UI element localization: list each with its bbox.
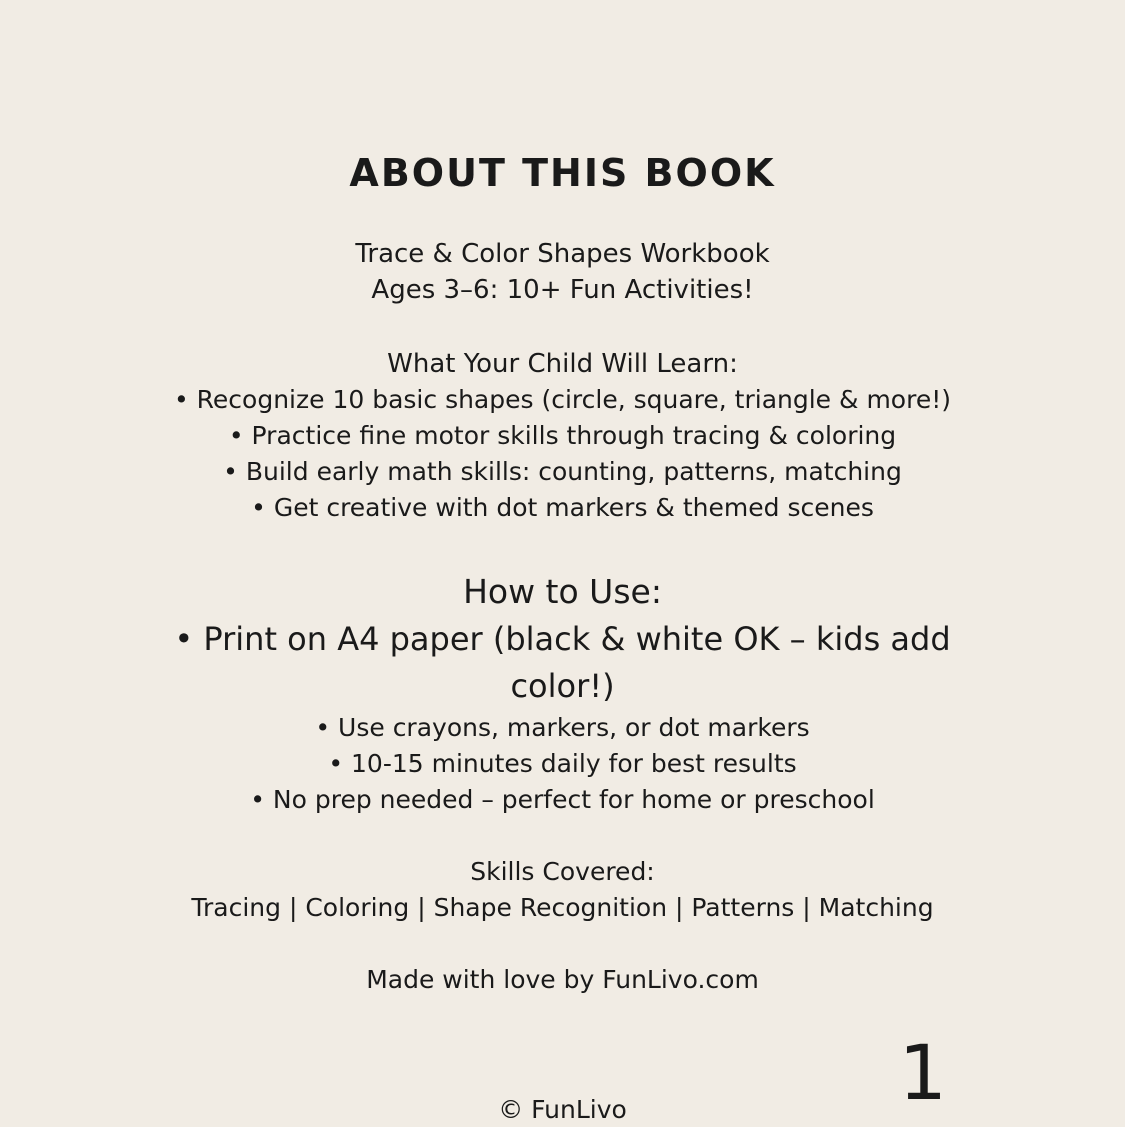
- skills-list: Tracing | Coloring | Shape Recognition | Patterns | Matching: [191, 893, 934, 922]
- howto-heading: How to Use:: [463, 572, 662, 611]
- skills-heading: Skills Covered:: [470, 857, 655, 886]
- learn-section: [58, 346, 1068, 526]
- made-by-line: Made with love by FunLivo.com: [366, 965, 759, 994]
- howto-bullet-large: • Print on A4 paper (black & white OK – kids add color!): [174, 620, 951, 705]
- about-page: [58, 0, 1068, 998]
- learn-bullet: • Recognize 10 basic shapes (circle, square, triangle & more!): [173, 385, 951, 414]
- howto-section: [58, 568, 1068, 818]
- howto-bullet-list: [58, 710, 1068, 818]
- page-title: ABOUT THIS BOOK: [349, 151, 776, 195]
- skills-section: [58, 854, 1068, 926]
- page-number: 1: [898, 1028, 947, 1117]
- learn-heading: What Your Child Will Learn:: [387, 349, 738, 379]
- learn-bullet: • Practice fine motor skills through tracing & coloring: [228, 421, 897, 450]
- subtitle-line-1: Trace & Color Shapes Workbook: [355, 239, 770, 269]
- learn-bullet: • Get creative with dot markers & themed scenes: [251, 493, 874, 522]
- learn-bullet-list: [58, 382, 1068, 526]
- book-subtitle: [58, 236, 1068, 308]
- learn-bullet: • Build early math skills: counting, patterns, matching: [223, 457, 902, 486]
- howto-bullet: • Use crayons, markers, or dot markers: [315, 713, 810, 742]
- howto-bullet: • No prep needed – perfect for home or preschool: [250, 785, 875, 814]
- copyright-line: © FunLivo: [498, 1095, 627, 1124]
- howto-bullet: • 10-15 minutes daily for best results: [328, 749, 797, 778]
- subtitle-line-2: Ages 3–6: 10+ Fun Activities!: [371, 275, 754, 305]
